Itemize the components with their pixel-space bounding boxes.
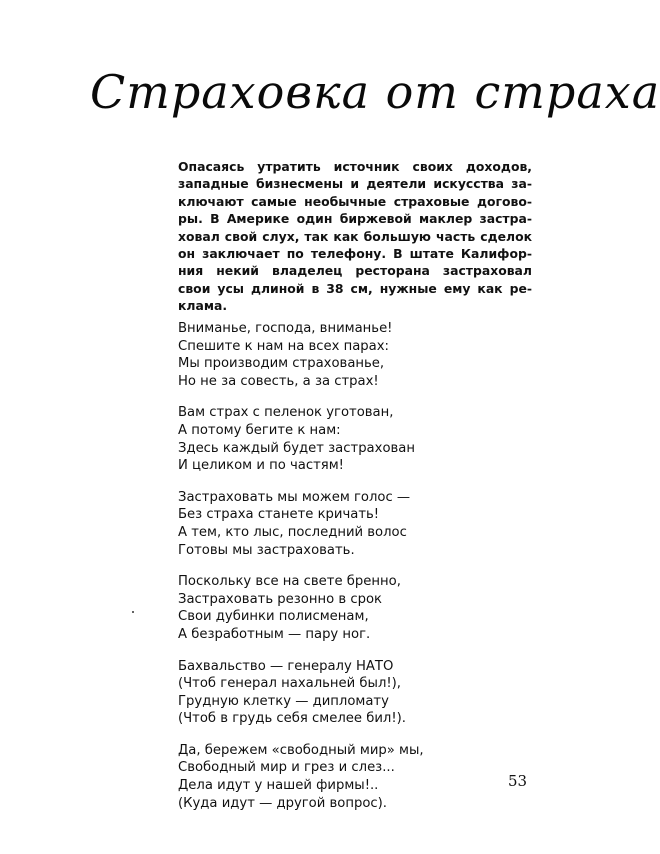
poem-stanza	[178, 320, 508, 390]
poem-stanza	[178, 658, 508, 728]
poem-line: Застраховать мы можем голос —	[178, 489, 411, 505]
poem-line: Поскольку все на свете бренно,	[178, 574, 401, 590]
intro-line: свои усы длиной в 38 см, нужные ему как ре-	[178, 280, 532, 296]
poem-line: Без страха станете кричать!	[178, 507, 380, 523]
poem-line: (Чтоб генерал нахальней был!),	[178, 676, 401, 692]
poem-line: А безработным — пару ног.	[178, 626, 371, 642]
print-speck	[132, 611, 134, 613]
poem-line: (Чтоб в грудь себя смелее бил!).	[178, 711, 406, 727]
poem-line: Застраховать резонно в срок	[178, 591, 382, 607]
poem-stanza	[178, 573, 508, 643]
poem-line: Вниманье, господа, вниманье!	[178, 321, 393, 336]
poem	[178, 320, 508, 826]
poem-line: (Куда идут — другой вопрос).	[178, 795, 387, 811]
poem-line: Дела идут у нашей фирмы!..	[178, 778, 379, 794]
poem-line: Вам страх с пеленок уготован,	[178, 405, 394, 421]
poem-line: Но не за совесть, а за страх!	[178, 373, 379, 389]
poem-stanza	[178, 489, 508, 559]
poem-line: Мы производим страхованье,	[178, 356, 385, 372]
intro-line: ния некий владелец ресторана застраховал	[178, 263, 532, 279]
page-title: Страховка от страха	[90, 65, 660, 119]
poem-line: Свои дубинки полисменам,	[178, 609, 369, 625]
poem-line: И целиком и по частям!	[178, 458, 344, 474]
intro-line: ключают самые необычные страховые догово-	[178, 193, 532, 209]
intro-line: Опасаясь утратить источник своих доходов,	[178, 159, 532, 174]
page-number: 53	[508, 772, 528, 790]
poem-line: Свободный мир и грез и слез...	[178, 760, 395, 776]
poem-stanza	[178, 404, 508, 474]
intro-line: ховал свой слух, так как большую часть сделок	[178, 228, 532, 244]
poem-line: Готовы мы застраховать.	[178, 542, 355, 558]
poem-line: Грудную клетку — дипломату	[178, 693, 389, 709]
poem-line: Здесь каждый будет застрахован	[178, 440, 415, 456]
poem-line: А тем, кто лыс, последний волос	[178, 524, 407, 540]
poem-line: Спешите к нам на всех парах:	[178, 338, 389, 354]
poem-line: Бахвальство — генералу НАТО	[178, 658, 394, 674]
poem-stanza	[178, 742, 508, 812]
intro-line: клама.	[178, 298, 228, 314]
intro-line: ры. В Америке один биржевой маклер застра-	[178, 211, 532, 227]
intro-line: он заключает по телефону. В штате Калифор-	[178, 246, 532, 262]
intro-paragraph	[178, 158, 532, 315]
intro-line: западные бизнесмены и деятели искусства за-	[178, 176, 532, 192]
poem-line: Да, бережем «свободный мир» мы,	[178, 742, 424, 758]
poem-line: А потому бегите к нам:	[178, 422, 341, 438]
